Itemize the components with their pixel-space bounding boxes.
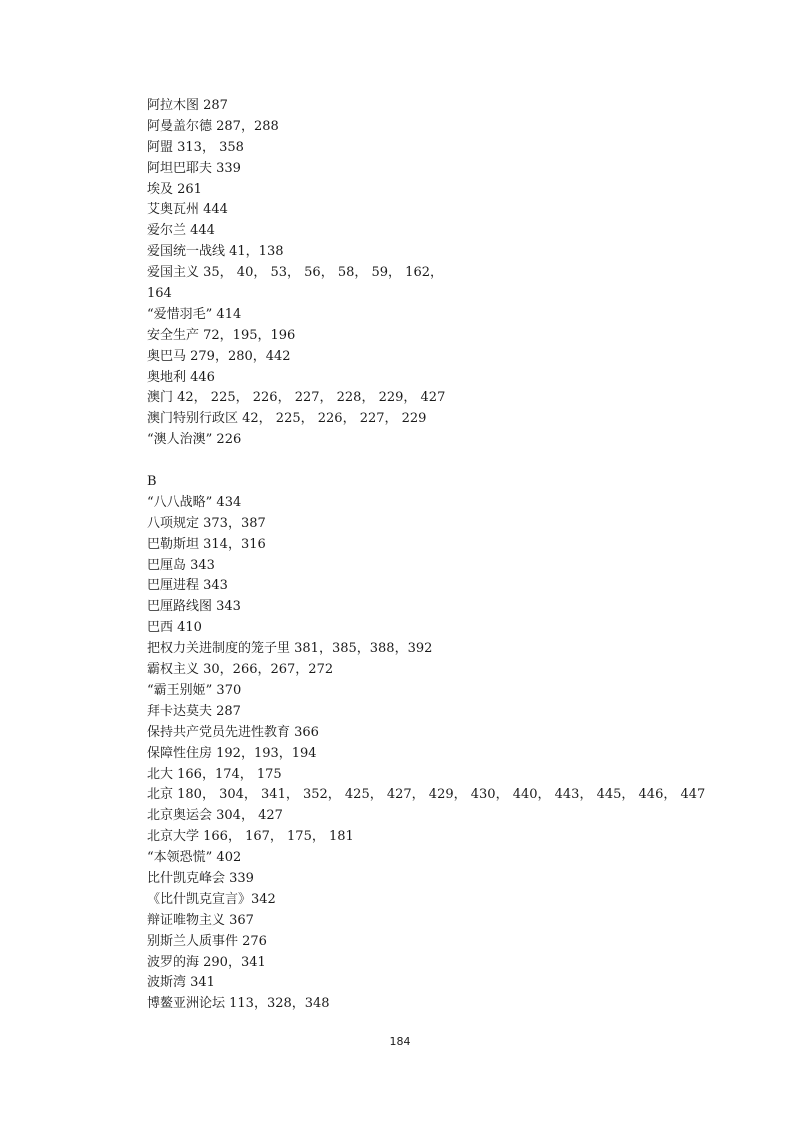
index-entry: 阿盟 313， 358 bbox=[147, 139, 244, 155]
index-entry: “澳人治澳” 226 bbox=[147, 432, 242, 448]
section-letter-b: B bbox=[147, 474, 157, 490]
index-entry: 164 bbox=[147, 286, 172, 302]
index-entry: 埃及 261 bbox=[147, 181, 202, 197]
index-entry: 阿坦巴耶夫 339 bbox=[147, 160, 241, 176]
index-entry: 八项规定 373，387 bbox=[147, 515, 266, 531]
index-entry: 爱国主义 35， 40， 53， 56， 58， 59， 162， bbox=[147, 265, 443, 281]
index-entry: 辩证唯物主义 367 bbox=[147, 912, 254, 928]
index-entry: “八八战略” 434 bbox=[147, 494, 242, 510]
index-entry: 奥地利 446 bbox=[147, 369, 215, 385]
index-entry: “霸王别姬” 370 bbox=[147, 682, 242, 698]
index-entry: 北京奥运会 304， 427 bbox=[147, 808, 283, 824]
index-entry: 巴厘进程 343 bbox=[147, 578, 228, 594]
index-list bbox=[147, 96, 767, 1015]
index-section-b bbox=[147, 493, 767, 1015]
page-number: 184 bbox=[389, 1035, 411, 1048]
index-entry: 巴厘路线图 343 bbox=[147, 599, 241, 615]
index-entry: 艾奥瓦州 444 bbox=[147, 202, 228, 218]
index-section-a bbox=[147, 96, 767, 451]
index-entry: 爱尔兰 444 bbox=[147, 223, 215, 239]
index-entry: 保障性住房 192，193，194 bbox=[147, 745, 317, 761]
index-entry: 奥巴马 279，280，442 bbox=[147, 348, 291, 364]
index-entry: 安全生产 72，195，196 bbox=[147, 327, 296, 343]
index-entry: 澳门特别行政区 42， 225， 226， 227， 229 bbox=[147, 411, 427, 427]
index-entry: 巴西 410 bbox=[147, 620, 202, 636]
index-entry: 北京大学 166， 167， 175， 181 bbox=[147, 829, 354, 845]
index-entry: 阿拉木图 287 bbox=[147, 98, 228, 113]
index-entry: 波斯湾 341 bbox=[147, 975, 215, 991]
index-entry: 别斯兰人质事件 276 bbox=[147, 933, 267, 949]
index-entry: 比什凯克峰会 339 bbox=[147, 870, 254, 886]
index-entry: 爱国统一战线 41，138 bbox=[147, 244, 284, 260]
index-entry: 巴勒斯坦 314，316 bbox=[147, 536, 266, 552]
index-entry: 把权力关进制度的笼子里 381，385，388，392 bbox=[147, 641, 433, 657]
index-entry: 波罗的海 290，341 bbox=[147, 954, 266, 970]
index-entry: 霸权主义 30，266，267，272 bbox=[147, 662, 334, 678]
index-entry: 巴厘岛 343 bbox=[147, 557, 215, 573]
section-gap bbox=[147, 451, 767, 472]
index-entry: 博鳌亚洲论坛 113，328，348 bbox=[147, 996, 330, 1012]
index-entry: 北京 180， 304， 341， 352， 425， 427， 429， 430， 440， 443， 445， 446， 447 bbox=[147, 787, 706, 803]
index-entry: 北大 166，174， 175 bbox=[147, 766, 282, 782]
index-entry: 澳门 42， 225， 226， 227， 228， 229， 427 bbox=[147, 390, 446, 406]
index-entry: 保持共产党员先进性教育 366 bbox=[147, 724, 319, 740]
index-entry: 阿曼盖尔德 287，288 bbox=[147, 118, 279, 134]
index-entry: “本领恐慌” 402 bbox=[147, 850, 242, 866]
index-entry: “爱惜羽毛” 414 bbox=[147, 306, 242, 322]
index-entry: 拜卡达莫夫 287 bbox=[147, 703, 241, 719]
index-entry: 《比什凯克宣言》342 bbox=[147, 891, 276, 907]
